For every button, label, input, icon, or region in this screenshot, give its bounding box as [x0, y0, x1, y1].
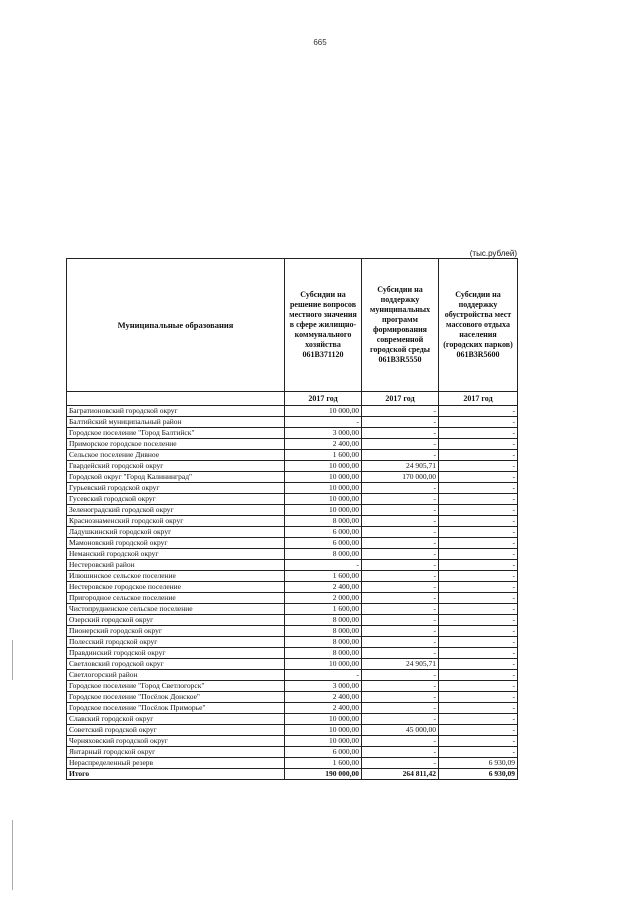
urban-environment-value: -: [362, 538, 439, 549]
municipality-name: Илюшинское сельское поселение: [67, 571, 285, 582]
header-housing-subsidy: Субсидии на решение вопросов местного значения в сфере жилищно-коммунального хозяйства 061В371120: [285, 259, 362, 392]
urban-environment-value: 45 000,00: [362, 725, 439, 736]
parks-subsidy-value: -: [439, 593, 518, 604]
municipality-name: Балтийский муниципальный район: [67, 417, 285, 428]
table-row: [67, 758, 518, 769]
table-row: [67, 714, 518, 725]
urban-environment-value: -: [362, 648, 439, 659]
housing-subsidy-value: -: [285, 417, 362, 428]
municipality-name: Правдинский городской округ: [67, 648, 285, 659]
total-row: [67, 769, 518, 780]
urban-environment-value: -: [362, 549, 439, 560]
table-row: [67, 516, 518, 527]
parks-subsidy-value: -: [439, 604, 518, 615]
municipality-name: Городское поселение "Посёлок Донское": [67, 692, 285, 703]
total-label: Итого: [67, 769, 285, 780]
table-row: [67, 692, 518, 703]
urban-environment-value: -: [362, 758, 439, 769]
urban-environment-value: -: [362, 406, 439, 417]
municipality-name: Советский городской округ: [67, 725, 285, 736]
parks-subsidy-value: -: [439, 637, 518, 648]
table-row: [67, 483, 518, 494]
parks-subsidy-value: -: [439, 450, 518, 461]
table-row: [67, 637, 518, 648]
urban-environment-value: -: [362, 494, 439, 505]
parks-subsidy-value: -: [439, 571, 518, 582]
housing-subsidy-value: 10 000,00: [285, 505, 362, 516]
header-urban-environment-subsidy: Субсидии на поддержку муниципальных программ формирования современной городской среды 061В3R5550: [362, 259, 439, 392]
municipality-name: Озерский городской округ: [67, 615, 285, 626]
year-header-col3: 2017 год: [439, 392, 518, 406]
year-row: [67, 392, 518, 406]
table-row: [67, 560, 518, 571]
year-header-col1: 2017 год: [285, 392, 362, 406]
parks-subsidy-value: 6 930,09: [439, 758, 518, 769]
urban-environment-value: 170 000,00: [362, 472, 439, 483]
housing-subsidy-value: 10 000,00: [285, 659, 362, 670]
table-row: [67, 472, 518, 483]
housing-subsidy-value: 10 000,00: [285, 472, 362, 483]
housing-subsidy-value: 6 000,00: [285, 538, 362, 549]
urban-environment-value: 24 905,71: [362, 659, 439, 670]
urban-environment-value: -: [362, 428, 439, 439]
parks-subsidy-value: -: [439, 494, 518, 505]
urban-environment-value: -: [362, 571, 439, 582]
parks-subsidy-value: -: [439, 703, 518, 714]
table-row: [67, 406, 518, 417]
municipality-name: Ладушкинский городской округ: [67, 527, 285, 538]
housing-subsidy-value: -: [285, 670, 362, 681]
parks-subsidy-value: -: [439, 725, 518, 736]
municipality-name: Светлогорский район: [67, 670, 285, 681]
municipality-name: Сельское поселение Дивное: [67, 450, 285, 461]
table-row: [67, 450, 518, 461]
table-row: [67, 538, 518, 549]
housing-subsidy-value: 8 000,00: [285, 626, 362, 637]
municipality-name: Городское поселение "Посёлок Приморье": [67, 703, 285, 714]
parks-subsidy-value: -: [439, 714, 518, 725]
urban-environment-value: -: [362, 483, 439, 494]
housing-subsidy-value: 1 600,00: [285, 604, 362, 615]
table-row: [67, 747, 518, 758]
parks-subsidy-value: -: [439, 483, 518, 494]
housing-subsidy-value: 1 600,00: [285, 450, 362, 461]
parks-subsidy-value: -: [439, 516, 518, 527]
municipality-name: Гусевский городской округ: [67, 494, 285, 505]
housing-subsidy-value: 2 400,00: [285, 439, 362, 450]
urban-environment-value: -: [362, 681, 439, 692]
parks-subsidy-value: -: [439, 417, 518, 428]
housing-subsidy-value: -: [285, 560, 362, 571]
parks-subsidy-value: -: [439, 582, 518, 593]
municipality-name: Полесский городской округ: [67, 637, 285, 648]
housing-subsidy-value: 6 000,00: [285, 527, 362, 538]
urban-environment-value: -: [362, 417, 439, 428]
housing-subsidy-value: 10 000,00: [285, 483, 362, 494]
header-row: [67, 259, 518, 392]
parks-subsidy-value: -: [439, 472, 518, 483]
table-row: [67, 725, 518, 736]
municipality-name: Пионерский городской округ: [67, 626, 285, 637]
table-row: [67, 505, 518, 516]
table-row: [67, 681, 518, 692]
municipality-name: Нераспределенный резерв: [67, 758, 285, 769]
scan-edge-mark: [12, 640, 13, 680]
housing-subsidy-value: 8 000,00: [285, 516, 362, 527]
header-municipalities: Муниципальные образования: [67, 259, 285, 392]
parks-subsidy-value: -: [439, 659, 518, 670]
table-row: [67, 439, 518, 450]
municipality-name: Зеленоградский городской округ: [67, 505, 285, 516]
urban-environment-value: -: [362, 582, 439, 593]
urban-environment-value: -: [362, 670, 439, 681]
units-label: (тыс.рублей): [469, 249, 517, 258]
municipality-name: Городское поселение "Город Балтийск": [67, 428, 285, 439]
year-header-empty: [67, 392, 285, 406]
municipality-name: Приморское городское поселение: [67, 439, 285, 450]
urban-environment-value: -: [362, 439, 439, 450]
urban-environment-value: -: [362, 736, 439, 747]
urban-environment-value: -: [362, 604, 439, 615]
housing-subsidy-value: 10 000,00: [285, 736, 362, 747]
table-row: [67, 659, 518, 670]
parks-subsidy-value: -: [439, 505, 518, 516]
housing-subsidy-value: 3 000,00: [285, 428, 362, 439]
urban-environment-value: -: [362, 615, 439, 626]
parks-subsidy-value: -: [439, 648, 518, 659]
urban-environment-value: -: [362, 626, 439, 637]
urban-environment-value: -: [362, 516, 439, 527]
municipality-name: Янтарный городской округ: [67, 747, 285, 758]
housing-subsidy-value: 8 000,00: [285, 615, 362, 626]
table-row: [67, 736, 518, 747]
parks-subsidy-value: -: [439, 538, 518, 549]
table-row: [67, 428, 518, 439]
table-row: [67, 582, 518, 593]
housing-subsidy-value: 2 000,00: [285, 593, 362, 604]
urban-environment-value: -: [362, 692, 439, 703]
year-header-col2: 2017 год: [362, 392, 439, 406]
total-housing-subsidy: 190 000,00: [285, 769, 362, 780]
municipality-name: Светловский городской округ: [67, 659, 285, 670]
parks-subsidy-value: -: [439, 406, 518, 417]
housing-subsidy-value: 1 600,00: [285, 758, 362, 769]
housing-subsidy-value: 2 400,00: [285, 582, 362, 593]
subsidies-table: [66, 258, 518, 780]
table-row: [67, 461, 518, 472]
housing-subsidy-value: 8 000,00: [285, 637, 362, 648]
table-row: [67, 494, 518, 505]
municipality-name: Неманский городской округ: [67, 549, 285, 560]
table-row: [67, 648, 518, 659]
parks-subsidy-value: -: [439, 527, 518, 538]
table-row: [67, 604, 518, 615]
municipality-name: Черняховский городской округ: [67, 736, 285, 747]
table-body: [67, 406, 518, 780]
municipality-name: Гвардейский городской округ: [67, 461, 285, 472]
table-row: [67, 417, 518, 428]
housing-subsidy-value: 10 000,00: [285, 714, 362, 725]
municipality-name: Славский городской округ: [67, 714, 285, 725]
urban-environment-value: -: [362, 703, 439, 714]
municipality-name: Мамоновский городской округ: [67, 538, 285, 549]
housing-subsidy-value: 2 400,00: [285, 703, 362, 714]
parks-subsidy-value: -: [439, 670, 518, 681]
urban-environment-value: 24 905,71: [362, 461, 439, 472]
municipality-name: Гурьевский городской округ: [67, 483, 285, 494]
page-number: 665: [313, 38, 327, 47]
urban-environment-value: -: [362, 527, 439, 538]
housing-subsidy-value: 6 000,00: [285, 747, 362, 758]
municipality-name: Краснознаменский городской округ: [67, 516, 285, 527]
housing-subsidy-value: 10 000,00: [285, 494, 362, 505]
table-row: [67, 615, 518, 626]
parks-subsidy-value: -: [439, 560, 518, 571]
housing-subsidy-value: 8 000,00: [285, 648, 362, 659]
housing-subsidy-value: 8 000,00: [285, 549, 362, 560]
table-row: [67, 593, 518, 604]
urban-environment-value: -: [362, 637, 439, 648]
table-row: [67, 626, 518, 637]
table-row: [67, 549, 518, 560]
urban-environment-value: -: [362, 714, 439, 725]
municipality-name: Чистопрудненское сельское поселение: [67, 604, 285, 615]
municipality-name: Нестеровское городское поселение: [67, 582, 285, 593]
parks-subsidy-value: -: [439, 615, 518, 626]
parks-subsidy-value: -: [439, 692, 518, 703]
parks-subsidy-value: -: [439, 428, 518, 439]
parks-subsidy-value: -: [439, 461, 518, 472]
parks-subsidy-value: -: [439, 549, 518, 560]
total-parks-subsidy: 6 930,09: [439, 769, 518, 780]
housing-subsidy-value: 10 000,00: [285, 725, 362, 736]
municipality-name: Городской округ "Город Калининград": [67, 472, 285, 483]
urban-environment-value: -: [362, 505, 439, 516]
parks-subsidy-value: -: [439, 626, 518, 637]
table-row: [67, 527, 518, 538]
municipality-name: Нестеровский район: [67, 560, 285, 571]
total-urban-environment: 264 811,42: [362, 769, 439, 780]
parks-subsidy-value: -: [439, 681, 518, 692]
urban-environment-value: -: [362, 747, 439, 758]
table-row: [67, 670, 518, 681]
urban-environment-value: -: [362, 593, 439, 604]
housing-subsidy-value: 3 000,00: [285, 681, 362, 692]
table-row: [67, 571, 518, 582]
header-parks-subsidy: Субсидии на поддержку обустройства мест массового отдыха населения (городских парков) 061В3R5600: [439, 259, 518, 392]
municipality-name: Багратионовский городской округ: [67, 406, 285, 417]
housing-subsidy-value: 10 000,00: [285, 461, 362, 472]
urban-environment-value: -: [362, 560, 439, 571]
urban-environment-value: -: [362, 450, 439, 461]
municipality-name: Городское поселение "Город Светлогорск": [67, 681, 285, 692]
parks-subsidy-value: -: [439, 736, 518, 747]
municipality-name: Пригородное сельское поселение: [67, 593, 285, 604]
housing-subsidy-value: 1 600,00: [285, 571, 362, 582]
parks-subsidy-value: -: [439, 747, 518, 758]
housing-subsidy-value: 10 000,00: [285, 406, 362, 417]
housing-subsidy-value: 2 400,00: [285, 692, 362, 703]
scan-edge-mark: [12, 820, 13, 890]
table-row: [67, 703, 518, 714]
parks-subsidy-value: -: [439, 439, 518, 450]
